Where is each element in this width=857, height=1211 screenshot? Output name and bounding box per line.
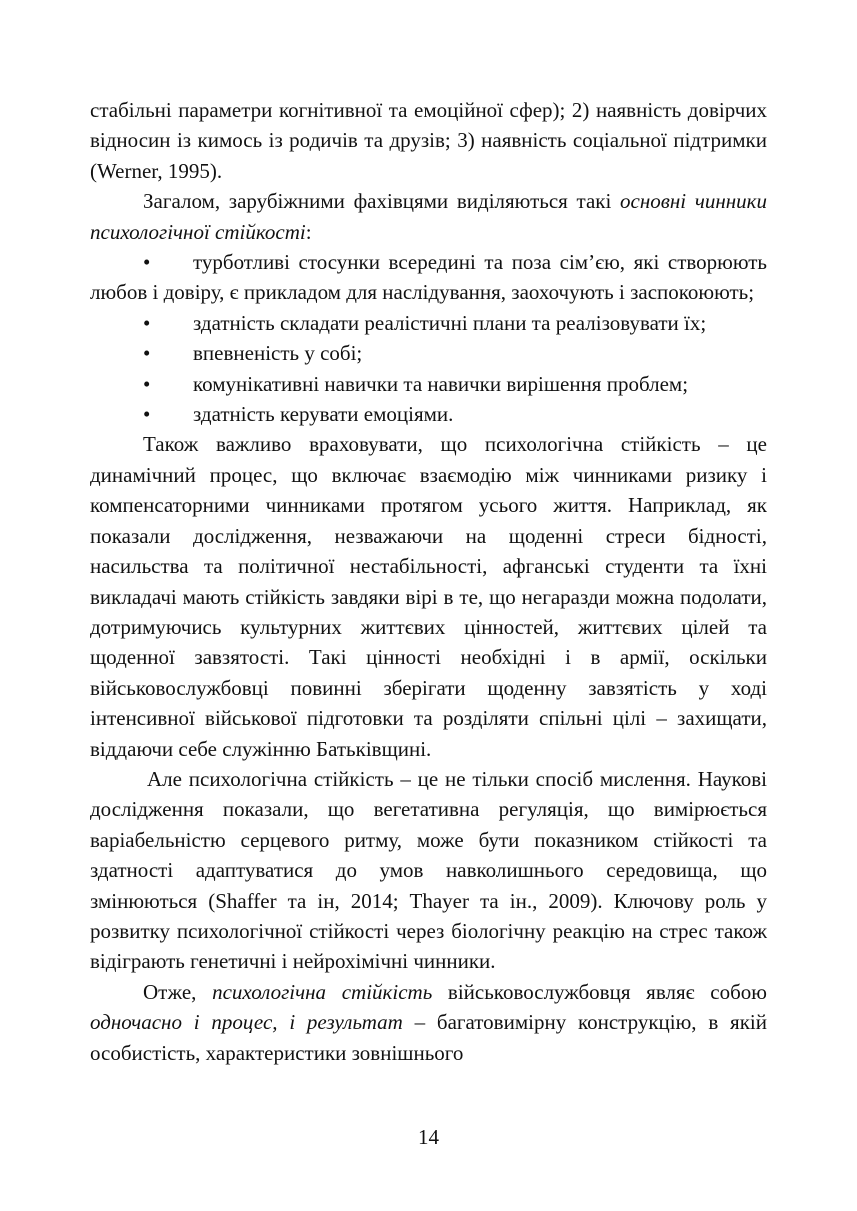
list-item [90,369,767,399]
paragraph-factors-intro [90,186,767,247]
bullet-icon: • [143,371,151,396]
bullet-icon: • [143,402,151,427]
bullet-icon: • [143,310,151,335]
bullet-icon: • [143,341,151,366]
paragraph-physiology: Але психологічна стійкість – це не тільки спосіб мислення. Наукові дослідження показали, що вегетативна регуляція, що вимірюється варіабельністю серцевого ритму, може бути показником стійкості та здатності адаптуватися до умов навколишнього середовища, що змінюються (Shaffer та ін, 2014; Thayer та ін., 2009). Ключову роль у розвитку психологічної стійкості через біологічну реакцію на стрес також відіграють генетичні і нейрохімічні чинники. [90,766,767,974]
list-item-text: здатність керувати емоціями. [193,402,454,427]
list-item [90,338,767,368]
list-item-text: комунікативні навички та навички вирішення проблем; [193,371,689,396]
bullet-icon: • [143,250,151,275]
list-item-text: турботливі стосунки всередині та поза сім’єю, які створюють любов і довіру, є прикладом для наслідування, заохочують і заспокоюють; [90,250,767,305]
paragraph-conclusion [90,977,767,1068]
list-item [90,308,767,338]
conclusion-text-a: Отже, [143,979,213,1004]
list-item [90,399,767,429]
factors-list [90,247,767,429]
factors-intro-text: Загалом, зарубіжними фахівцями виділяються такі [143,189,621,214]
conclusion-text-b: військовослужбовця являє собою [432,979,767,1004]
factors-intro-colon: : [305,219,312,244]
paragraph-dynamic-process: Також важливо враховувати, що психологічна стійкість – це динамічний процес, що включає взаємодію між чинниками ризику і компенсаторними чинниками протягом усього життя. Наприклад, як показали дослідження, незважаючи на щоденні стреси бідності, насильства та політичної нестабільності, афганські студенти та їхні викладачі мають стійкість завдяки вірі в те, що негаразди можна подолати, дотримуючись культурних життєвих цінностей, життєвих цілей та щоденної завзятості. Такі цінності необхідні і в армії, оскільки військовослужбовці повинні зберігати щоденну завзятість у ході інтенсивної військової підготовки та розділяти спільні цілі – захищати, віддаючи себе служінню Батьківщині. [90,432,767,761]
conclusion-emphasis-1: психологічна стійкість [212,979,433,1004]
conclusion-text-c: – багатовимірну конструкцію, в якій особистість, характеристики зовнішнього [90,1010,767,1065]
page-number: 14 [418,1125,439,1149]
page-body [90,95,767,1068]
factors-intro-emphasis: основні чинники психологічної стійкості [90,189,767,244]
paragraph-continuation: стабільні параметри когнітивної та емоційної сфер); 2) наявність довірчих відносин із кимось із родичів та друзів; 3) наявність соціальної підтримки (Werner, 1995). [90,98,767,183]
list-item-text: впевненість у собі; [193,341,363,366]
list-item [90,247,767,308]
list-item-text: здатність складати реалістичні плани та реалізовувати їх; [193,310,707,335]
conclusion-emphasis-2: одночасно і процес, і результат [90,1010,403,1035]
